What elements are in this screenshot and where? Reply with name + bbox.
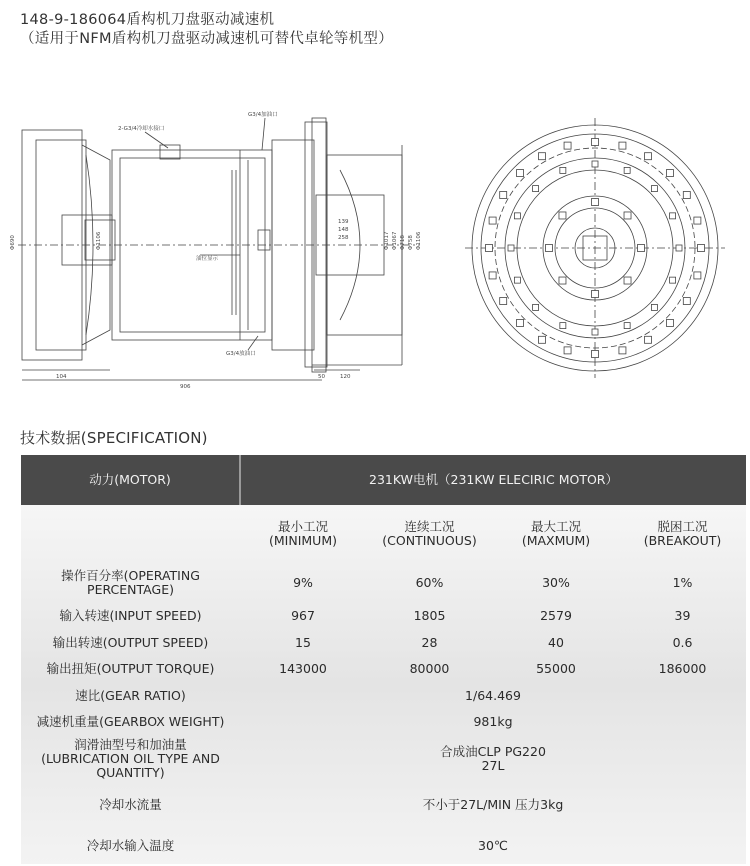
callout-oil-level: 油位显示 [196,256,219,262]
table-row-gearbox-weight [21,709,746,736]
dim-258: 258 [338,235,349,241]
table-row-coolant-flow [21,782,746,828]
bolt-mark [676,245,682,251]
front-view-drawing [465,118,725,378]
bolt-mark [533,304,539,310]
dim-690: Φ690 [10,235,16,250]
dim-hub: Φ1106 [96,231,102,250]
cell: 不小于27L/MIN 压力3kg [422,796,564,812]
cell: 40 [548,634,564,650]
row-label: 润滑油型号和加油量 (LUBRICATION OIL TYPE AND QUANTITY) [41,736,220,780]
bolt-mark [670,277,676,283]
cell: 1% [672,575,693,590]
bolt-mark [500,192,507,199]
callout-coolant-port: 2-G3/4冷却水接口 [118,126,165,132]
bolt-mark [592,139,599,146]
bolt-mark [666,319,673,326]
dim-120: 120 [340,374,351,380]
bolt-mark [546,245,553,252]
bolt-mark [592,291,599,298]
bolt-mark [624,277,631,284]
bolt-mark [489,217,496,224]
bolt-mark [624,167,630,173]
col-header-minimum: 最小工况 (MINIMUM) [269,519,337,548]
bolt-mark [683,298,690,305]
bolt-mark [624,212,631,219]
bolt-mark [486,245,493,252]
dim-1017: Φ1017 [384,231,390,250]
cell: 967 [291,608,315,624]
table-row-output-torque [21,656,746,683]
bolt-mark [560,323,566,329]
bolt-mark [592,329,598,335]
dim-148: 148 [338,227,349,233]
cell: 2579 [540,608,572,624]
bolt-mark [645,336,652,343]
row-label: 速比(GEAR RATIO) [75,687,186,703]
bolt-mark [560,167,566,173]
bolt-mark [517,170,524,177]
bolt-mark [619,142,626,149]
document-subtitle: （适用于NFM盾构机刀盘驱动减速机可替代卓轮等机型） [20,31,393,47]
table-row-operating-percentage [21,563,746,603]
bolt-mark [651,304,657,310]
table-row-lubrication [21,736,746,782]
bolt-mark [539,336,546,343]
bolt-mark [624,323,630,329]
motor-label: 动力(MOTOR) [21,455,240,505]
row-label: 输出扭矩(OUTPUT TORQUE) [46,661,215,677]
cell: 1/64.469 [465,687,521,703]
callout-fill-port: G3/4加油口 [248,112,278,118]
motor-value: 231KW电机（231KW ELECIRIC MOTOR） [240,455,746,505]
cell: 80000 [409,661,450,677]
col-header-breakout: 脱困工况 (BREAKOUT) [643,519,722,548]
cell: 60% [415,575,444,590]
bolt-mark [592,199,599,206]
bolt-mark [500,298,507,305]
cell: 143000 [279,661,327,677]
side-view-drawing [18,118,420,380]
dim-104: 104 [56,374,67,380]
cell: 9% [293,575,313,590]
cell: 186000 [658,661,707,677]
dim-906: 906 [180,384,191,390]
bolt-mark [517,319,524,326]
bolt-mark [514,277,520,283]
row-label: 冷却水输入温度 [86,837,175,853]
cell: 30% [542,575,570,590]
bolt-mark [564,347,571,354]
cell: 55000 [536,661,576,677]
cell: 30℃ [478,837,508,853]
motor-row [21,455,746,505]
bolt-mark [539,153,546,160]
bolt-mark [698,245,705,252]
bolt-mark [666,170,673,177]
row-label: 减速机重量(GEARBOX WEIGHT) [36,714,225,730]
spec-table [21,455,746,864]
bolt-mark [670,213,676,219]
bolt-mark [651,186,657,192]
dim-1067: Φ1067 [392,231,398,250]
bolt-mark [533,186,539,192]
callout-drain-port: G3/4放油口 [226,351,256,357]
cell: 28 [421,634,438,650]
document-title: 148-9-186064盾构机刀盘驱动减速机 [20,12,275,28]
bolt-mark [694,272,701,279]
condition-header-row [21,505,746,563]
row-label: 输出转速(OUTPUT SPEED) [52,634,209,650]
cell: 981kg [473,714,513,730]
dim-50: 50 [318,374,325,380]
bolt-mark [619,347,626,354]
table-row-gear-ratio [21,683,746,710]
row-label: 输入转速(INPUT SPEED) [59,608,202,624]
cell: 0.6 [672,634,693,650]
cell: 39 [674,608,691,624]
dim-139: 139 [338,219,349,225]
technical-drawing [0,100,750,395]
row-label: 操作百分率(OPERATING PERCENTAGE) [61,568,200,597]
table-row-output-speed [21,630,746,657]
col-header-maximum: 最大工况 (MAXMUM) [521,519,591,548]
bolt-mark [489,272,496,279]
bolt-mark [592,351,599,358]
cell: 15 [295,634,311,650]
row-label: 冷却水流量 [99,796,162,812]
bolt-mark [514,213,520,219]
table-row-input-speed [21,603,746,630]
dim-758: Φ758 [408,235,414,250]
bolt-mark [683,192,690,199]
bolt-mark [559,212,566,219]
table-row-coolant-temp [21,828,746,864]
bolt-mark [645,153,652,160]
spec-heading: 技术数据(SPECIFICATION) [20,429,208,447]
bolt-mark [564,142,571,149]
dim-718: Φ718 [400,235,406,250]
cell: 合成油CLP PG220 27L [440,743,546,773]
bolt-mark [508,245,514,251]
dim-1106: Φ1106 [416,231,422,250]
bolt-mark [592,161,598,167]
bolt-mark [638,245,645,252]
cell: 1805 [413,608,446,624]
col-header-continuous: 连续工况 (CONTINUOUS) [382,519,477,548]
bolt-mark [559,277,566,284]
bolt-mark [694,217,701,224]
